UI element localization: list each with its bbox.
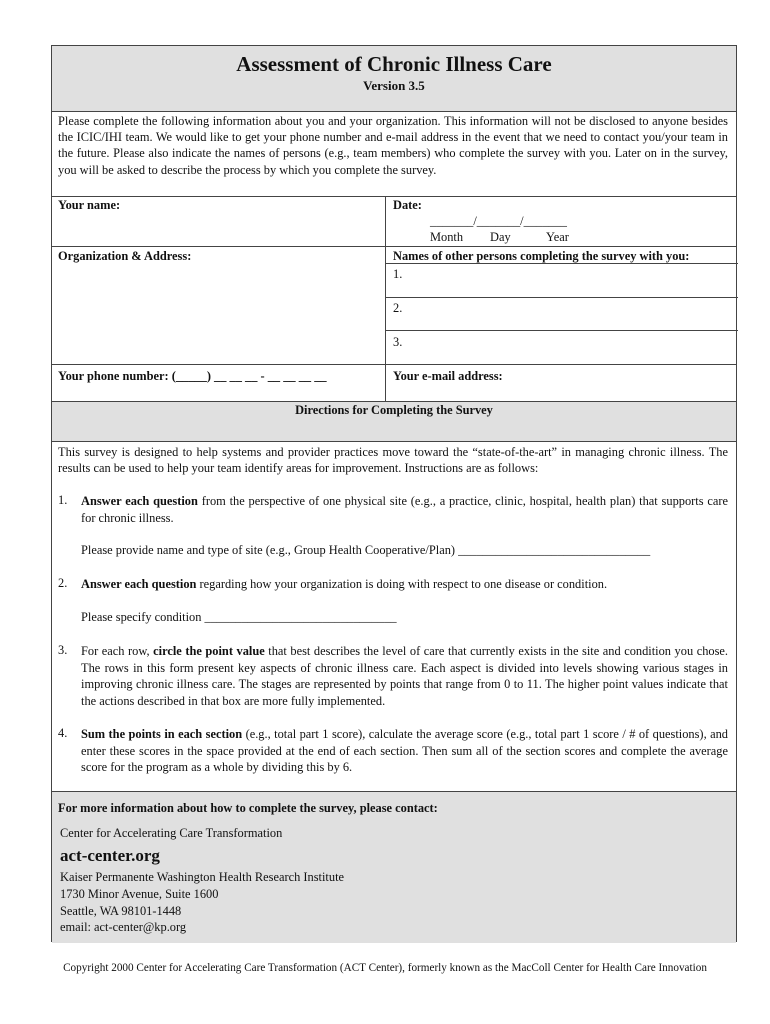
contact-heading: For more information about how to complete the survey, please contact: (58, 801, 438, 815)
organization-label: Organization & Address: (58, 249, 192, 263)
contact-website[interactable]: act-center.org (60, 846, 160, 865)
other-persons-label: Names of other persons completing the survey with you: (393, 249, 690, 263)
instruction-4-number: 4. (58, 726, 68, 740)
intro-paragraph: Please complete the following information about you and your organization. This information will not be disclosed to anyone besides the ICIC/IHI team. We would like to get your phone number and e-mail address in the event that we need to contact you/your team in the future. Please also indicate the names of persons (e.g., team members) who complete the survey with you. Later on in the survey, you will be asked to describe the process by which you complete the survey. (58, 114, 728, 177)
date-blank: _______/_______/_______ (430, 214, 567, 228)
contact-center-name: Center for Accelerating Care Transformation (60, 826, 283, 840)
person-1-field[interactable]: 1. (393, 267, 403, 281)
contact-street: 1730 Minor Avenue, Suite 1600 (60, 887, 219, 901)
version-label: Version 3.5 (363, 78, 425, 93)
date-month-label: Month (430, 230, 464, 244)
directions-heading: Directions for Completing the Survey (295, 403, 493, 417)
contact-block (52, 792, 736, 943)
copyright-footer: Copyright 2000 Center for Accelerating Care Transformation (ACT Center), formerly known as the MacColl Center for Health Care Innovation (63, 962, 707, 974)
date-day-label: Day (490, 230, 511, 244)
title-block (52, 46, 736, 111)
instruction-2-condition-field[interactable]: Please specify condition _______________________________ (81, 610, 397, 624)
person-3-field[interactable]: 3. (393, 335, 403, 349)
date-label: Date: (393, 198, 422, 212)
directions-heading-block (52, 402, 736, 441)
instruction-3: For each row, circle the point value that best describes the level of care that currently exists in the site and condition you chose. The rows in this form present key aspects of chronic illness care. Each aspect is divided into levels showing various stages in improving chronic illness care. The stages are represented by points that range from 0 to 11. The higher point values indicate that the actions described in that box are more fully implemented. (81, 644, 728, 708)
instruction-3-number: 3. (58, 643, 68, 657)
instruction-2: Answer each question regarding how your organization is doing with respect to one disease or condition. (81, 577, 608, 591)
instruction-1-number: 1. (58, 493, 68, 507)
survey-form-frame (51, 45, 737, 942)
page-title: Assessment of Chronic Illness Care (236, 52, 552, 76)
person-2-field[interactable]: 2. (393, 301, 403, 315)
email-label: Your e-mail address: (393, 369, 503, 383)
contact-city: Seattle, WA 98101-1448 (60, 904, 182, 918)
phone-label: Your phone number: (_____) __ __ __ - __ __ __ __ (58, 369, 327, 383)
instruction-4: Sum the points in each section (e.g., total part 1 score), calculate the average score (e.g., total part 1 score / # of questions), and enter these scores in the space provided at the end of each section. Then sum all of the section scores and complete the average score for the program as a whole by dividing this by 6. (81, 727, 728, 774)
date-year-label: Year (546, 230, 569, 244)
contact-email[interactable]: email: act-center@kp.org (60, 920, 187, 934)
instruction-2-number: 2. (58, 576, 68, 590)
your-name-label: Your name: (58, 198, 121, 212)
instruction-1-site-field[interactable]: Please provide name and type of site (e.g., Group Health Cooperative/Plan) _______________________________ (81, 543, 651, 557)
instruction-1: Answer each question from the perspective of one physical site (e.g., a practice, clinic, hospital, health plan) that supports care for chronic illness. (81, 494, 728, 525)
directions-intro: This survey is designed to help systems and provider practices move toward the “state-of-the-art” in managing chronic illness. The results can be used to help your team identify areas for improvement. Instructions are as follows: (58, 445, 728, 476)
contact-institute: Kaiser Permanente Washington Health Research Institute (60, 870, 345, 884)
